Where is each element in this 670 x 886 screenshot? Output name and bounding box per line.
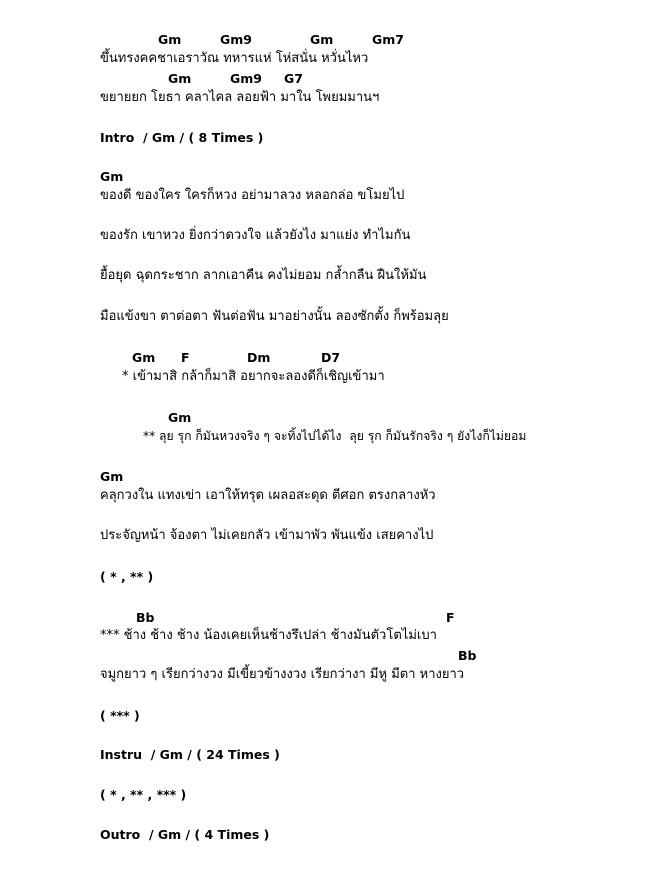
lyric-line: ** ลุย รุก ก็มันหวงจริง ๆ จะทิ้งไปได้ไง ลุย รุก ก็มันรักจริง ๆ ยังไงก็ไม่ยอม	[143, 429, 527, 443]
chord: Gm	[310, 32, 334, 47]
chord: Gm9	[220, 32, 252, 47]
repeat-marker: ( * , ** )	[100, 569, 154, 584]
lyric-line: ประจัญหน้า จ้องตา ไม่เคยกลัว เข้ามาพัว พันแข้ง เสยคางไป	[100, 528, 434, 543]
chord: Gm	[132, 350, 156, 365]
chord: Dm	[247, 350, 271, 365]
lyric-line: ยื้อยุด ฉุดกระชาก ลากเอาคืน คงไม่ยอม กล้ำกลืน ฝืนให้มัน	[100, 268, 427, 283]
lyric-line: ของดี ของใคร ใครก็หวง อย่ามาลวง หลอกล่อ ขโมยไป	[100, 188, 405, 203]
outro-line: Outro / Gm / ( 4 Times )	[100, 827, 270, 842]
chord: Gm	[158, 32, 182, 47]
chord: Gm	[100, 169, 124, 184]
chord: G7	[284, 71, 303, 86]
lyric-line: คลุกวงใน แทงเข่า เอาให้ทรุด เผลอสะดุด ตีศอก ตรงกลางหัว	[100, 488, 436, 503]
chord: Gm	[168, 71, 192, 86]
chord: Gm	[168, 410, 192, 425]
chord: Bb	[136, 610, 155, 625]
lyric-line: ของรัก เขาหวง ยิ่งกว่าดวงใจ แล้วยังไง มาแย่ง ทำไมกัน	[100, 228, 411, 243]
chord: Gm9	[230, 71, 262, 86]
repeat-marker: ( *** )	[100, 708, 140, 723]
lyric-line: มือแข้งขา ตาต่อตา ฟันต่อฟัน มาอย่างนั้น ลองซักตั้ง ก็พร้อมลุย	[100, 309, 449, 324]
lyric-line: * เข้ามาสิ กล้าก็มาสิ อยากจะลองดีก็เชิญเข้ามา	[122, 369, 385, 384]
instru-line: Instru / Gm / ( 24 Times )	[100, 747, 280, 762]
chord: D7	[321, 350, 341, 365]
lyric-line: *** ช้าง ช้าง ช้าง น้องเคยเห็นช้างรึเปล่า ช้างมันตัวโตไม่เบา	[100, 628, 437, 643]
chord: Gm7	[372, 32, 404, 47]
intro-line: Intro / Gm / ( 8 Times )	[100, 130, 264, 145]
lyric-line: ขึ้นทรงคคชาเอราวัณ ทหารแห่ โห่สนั่น หวั่นไหว	[100, 51, 369, 66]
chord: Bb	[458, 648, 477, 663]
chord: F	[181, 350, 190, 365]
repeat-marker: ( * , ** , *** )	[100, 787, 187, 802]
chord: F	[446, 610, 455, 625]
lyric-line: ขยายยก โยธา คลาไคล ลอยฟ้า มาใน โพยมมานฯ	[100, 90, 380, 105]
chord: Gm	[100, 469, 124, 484]
lyric-line: จมูกยาว ๆ เรียกว่างวง มีเขี้ยวข้างงวง เรียกว่างา มีหู มีตา หางยาว	[100, 667, 465, 682]
